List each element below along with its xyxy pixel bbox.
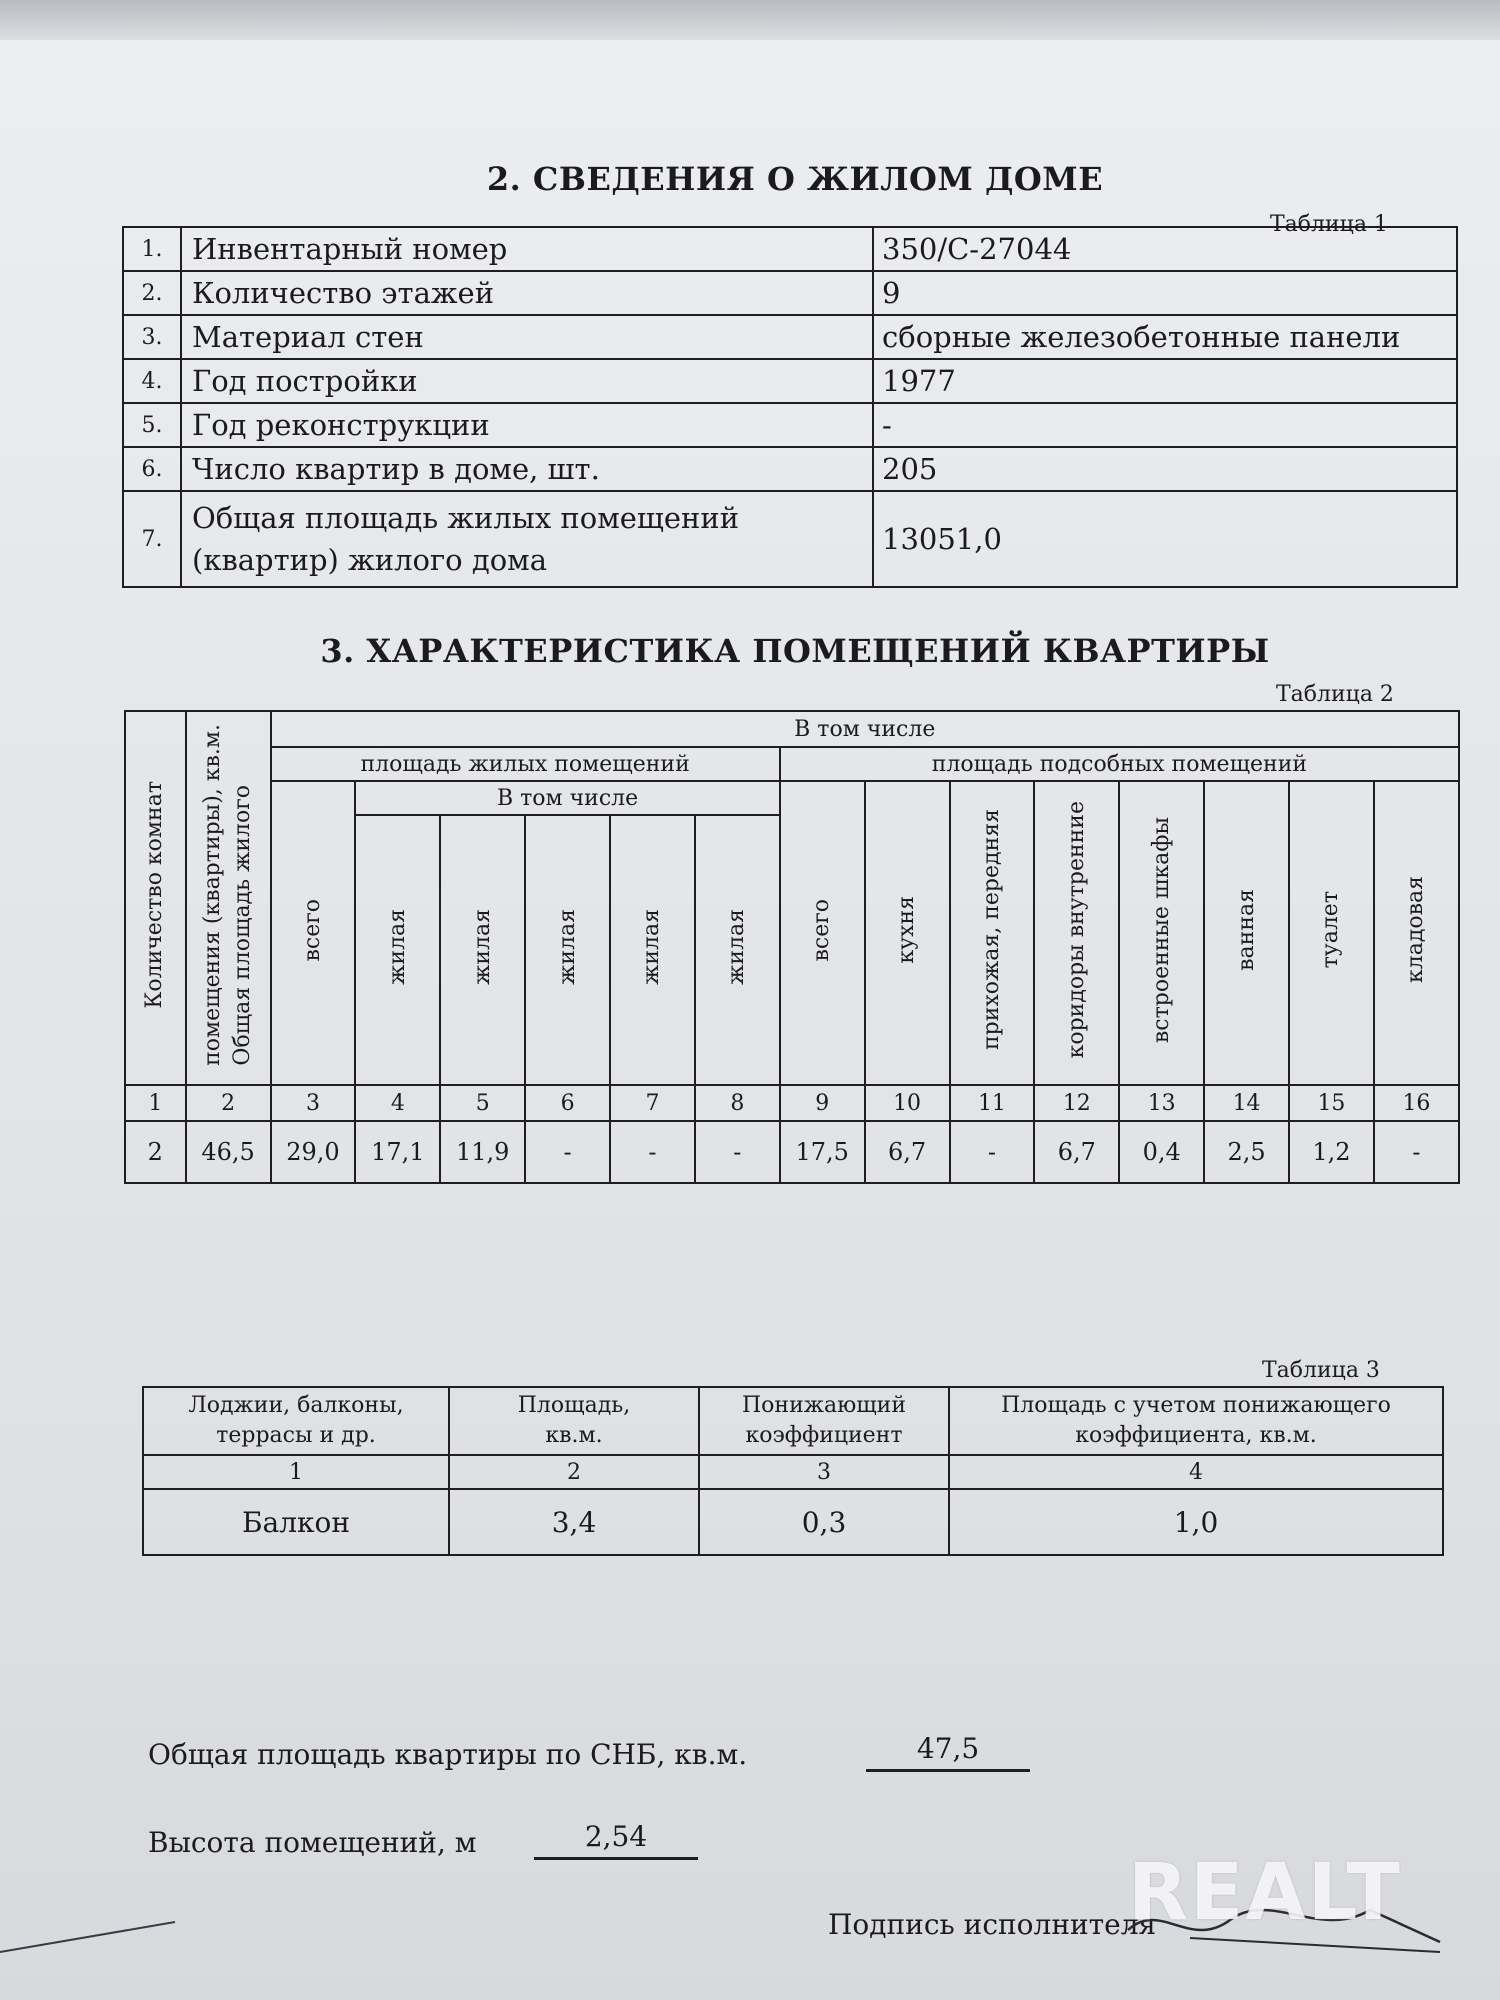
row-number: 4. (123, 359, 181, 403)
header-living-col (355, 815, 440, 1085)
row-label: Инвентарный номер (181, 227, 873, 271)
header-living-col (440, 815, 525, 1085)
header-living-area: площадь жилых помещений (271, 747, 780, 781)
header-aux-col-text: всего (809, 898, 835, 962)
balconies-table (142, 1386, 1444, 1556)
table-row (123, 271, 1457, 315)
cell-value: 1,2 (1289, 1121, 1374, 1183)
total-area-value: 47,5 (866, 1732, 1030, 1772)
col-index: 16 (1374, 1085, 1459, 1121)
house-info-table (122, 226, 1458, 588)
header-living-col-text: жилая (639, 909, 665, 985)
cell-value: 6,7 (865, 1121, 950, 1183)
header-aux-col-text: прихожая, передняя (978, 809, 1004, 1051)
header-rooms (125, 711, 186, 1085)
header-living-col-text: жилая (554, 909, 580, 985)
header-living-total-text: всего (299, 898, 325, 962)
header-living-col-text: жилая (384, 909, 410, 985)
row-label-line2: (квартир) жилого дома (192, 543, 548, 577)
cell-value: Балкон (143, 1489, 449, 1555)
header-row (143, 1387, 1443, 1455)
cell-value: 0,3 (699, 1489, 949, 1555)
table-row (125, 1121, 1459, 1183)
table1-caption: Таблица 1 (1270, 212, 1388, 237)
table-row (123, 447, 1457, 491)
col-index: 10 (865, 1085, 950, 1121)
header-aux-col (1204, 781, 1289, 1085)
header-cell (699, 1387, 949, 1455)
section2-title: 2. СВЕДЕНИЯ О ЖИЛОМ ДОМЕ (486, 160, 1104, 198)
col-index: 15 (1289, 1085, 1374, 1121)
header-row (125, 711, 1459, 747)
cell-value: 17,1 (355, 1121, 440, 1183)
row-value: 205 (873, 447, 1457, 491)
row-number: 1. (123, 227, 181, 271)
cell-value: - (950, 1121, 1035, 1183)
col-index: 2 (186, 1085, 271, 1121)
row-label: Год реконструкции (181, 403, 873, 447)
room-height-label: Высота помещений, м (148, 1826, 477, 1859)
cell-value: - (695, 1121, 780, 1183)
header-aux-col (1374, 781, 1459, 1085)
header-line: коэффициент (745, 1423, 903, 1448)
col-index: 7 (610, 1085, 695, 1121)
header-line: Площадь, (517, 1393, 631, 1418)
signature-label: Подпись исполнителя (828, 1908, 1157, 1941)
col-index: 11 (950, 1085, 1035, 1121)
col-index: 6 (525, 1085, 610, 1121)
realt-watermark-logo: REALT (1128, 1848, 1402, 1938)
table-row (123, 491, 1457, 587)
cell-value: 6,7 (1034, 1121, 1119, 1183)
header-aux-col-text: туалет (1318, 891, 1344, 969)
cell-value: 0,4 (1119, 1121, 1204, 1183)
row-value: 350/С-27044 (873, 227, 1457, 271)
header-total-area-l2: помещения (квартиры), кв.м. (200, 724, 226, 1066)
header-aux-col (780, 781, 865, 1085)
row-number: 7. (123, 491, 181, 587)
header-aux-col (865, 781, 950, 1085)
row-label: Материал стен (181, 315, 873, 359)
row-number: 5. (123, 403, 181, 447)
header-living-col (525, 815, 610, 1085)
row-number: 3. (123, 315, 181, 359)
table-row (123, 227, 1457, 271)
row-number: 2. (123, 271, 181, 315)
cell-value: - (610, 1121, 695, 1183)
header-living-total (271, 781, 356, 1085)
col-index: 2 (449, 1455, 699, 1489)
header-row (125, 781, 1459, 815)
header-line: коэффициента, кв.м. (1075, 1423, 1317, 1448)
header-line: Лоджии, балконы, (188, 1393, 404, 1418)
room-height-value: 2,54 (534, 1820, 698, 1860)
header-total-area (186, 711, 271, 1085)
cell-value: 2 (125, 1121, 186, 1183)
pen-stroke-mark (0, 1900, 180, 1960)
cell-value: 17,5 (780, 1121, 865, 1183)
header-living-col (610, 815, 695, 1085)
header-aux-col-text: кухня (894, 896, 920, 964)
col-index: 3 (699, 1455, 949, 1489)
header-aux-col-text: кладовая (1403, 876, 1429, 984)
header-line: Площадь с учетом понижающего (1001, 1393, 1391, 1418)
col-index: 8 (695, 1085, 780, 1121)
row-label-line1: Общая площадь жилых помещений (192, 501, 740, 535)
table-row (143, 1489, 1443, 1555)
header-including: В том числе (271, 711, 1460, 747)
table-row (123, 315, 1457, 359)
header-rooms-text: Количество комнат (142, 781, 168, 1009)
header-line: террасы и др. (216, 1423, 376, 1448)
header-cell (949, 1387, 1443, 1455)
header-aux-col (950, 781, 1035, 1085)
cell-value: - (525, 1121, 610, 1183)
header-aux-col-text: коридоры внутренние (1063, 801, 1089, 1059)
header-cell (449, 1387, 699, 1455)
col-index: 13 (1119, 1085, 1204, 1121)
header-line: Понижающий (741, 1393, 907, 1418)
table2-caption: Таблица 2 (1276, 682, 1394, 707)
header-aux-col (1034, 781, 1119, 1085)
cell-value: 2,5 (1204, 1121, 1289, 1183)
row-label: Количество этажей (181, 271, 873, 315)
row-value: 9 (873, 271, 1457, 315)
header-living-col-text: жилая (724, 909, 750, 985)
column-index-row (125, 1085, 1459, 1121)
header-aux-col (1119, 781, 1204, 1085)
row-value: - (873, 403, 1457, 447)
row-number: 6. (123, 447, 181, 491)
col-index: 3 (271, 1085, 356, 1121)
col-index: 4 (355, 1085, 440, 1121)
header-line: кв.м. (545, 1423, 603, 1448)
col-index: 4 (949, 1455, 1443, 1489)
col-index: 5 (440, 1085, 525, 1121)
cell-value: - (1374, 1121, 1459, 1183)
table-row (123, 359, 1457, 403)
header-cell (143, 1387, 449, 1455)
col-index: 14 (1204, 1085, 1289, 1121)
header-aux-col (1289, 781, 1374, 1085)
col-index: 9 (780, 1085, 865, 1121)
header-row (125, 747, 1459, 781)
section3-title: 3. ХАРАКТЕРИСТИКА ПОМЕЩЕНИЙ КВАРТИРЫ (320, 632, 1270, 670)
cell-value: 1,0 (949, 1489, 1443, 1555)
col-index: 12 (1034, 1085, 1119, 1121)
header-including-sub: В том числе (355, 781, 779, 815)
header-aux-area: площадь подсобных помещений (780, 747, 1459, 781)
header-living-col (695, 815, 780, 1085)
total-area-label: Общая площадь квартиры по СНБ, кв.м. (148, 1738, 748, 1771)
table3-caption: Таблица 3 (1262, 1358, 1380, 1383)
col-index: 1 (125, 1085, 186, 1121)
col-index: 1 (143, 1455, 449, 1489)
row-value: 1977 (873, 359, 1457, 403)
row-label: Число квартир в доме, шт. (181, 447, 873, 491)
header-total-area-l1: Общая площадь жилого (230, 785, 256, 1066)
scan-top-edge (0, 0, 1500, 40)
header-aux-col-text: встроенные шкафы (1148, 816, 1174, 1044)
cell-value: 29,0 (271, 1121, 356, 1183)
header-aux-col-text: ванная (1233, 889, 1259, 971)
header-living-col-text: жилая (469, 909, 495, 985)
row-label (181, 491, 873, 587)
apartment-rooms-table (124, 710, 1460, 1184)
cell-value: 11,9 (440, 1121, 525, 1183)
cell-value: 46,5 (186, 1121, 271, 1183)
row-value: 13051,0 (873, 491, 1457, 587)
column-index-row (143, 1455, 1443, 1489)
row-label: Год постройки (181, 359, 873, 403)
table-row (123, 403, 1457, 447)
cell-value: 3,4 (449, 1489, 699, 1555)
row-value: сборные железобетонные панели (873, 315, 1457, 359)
